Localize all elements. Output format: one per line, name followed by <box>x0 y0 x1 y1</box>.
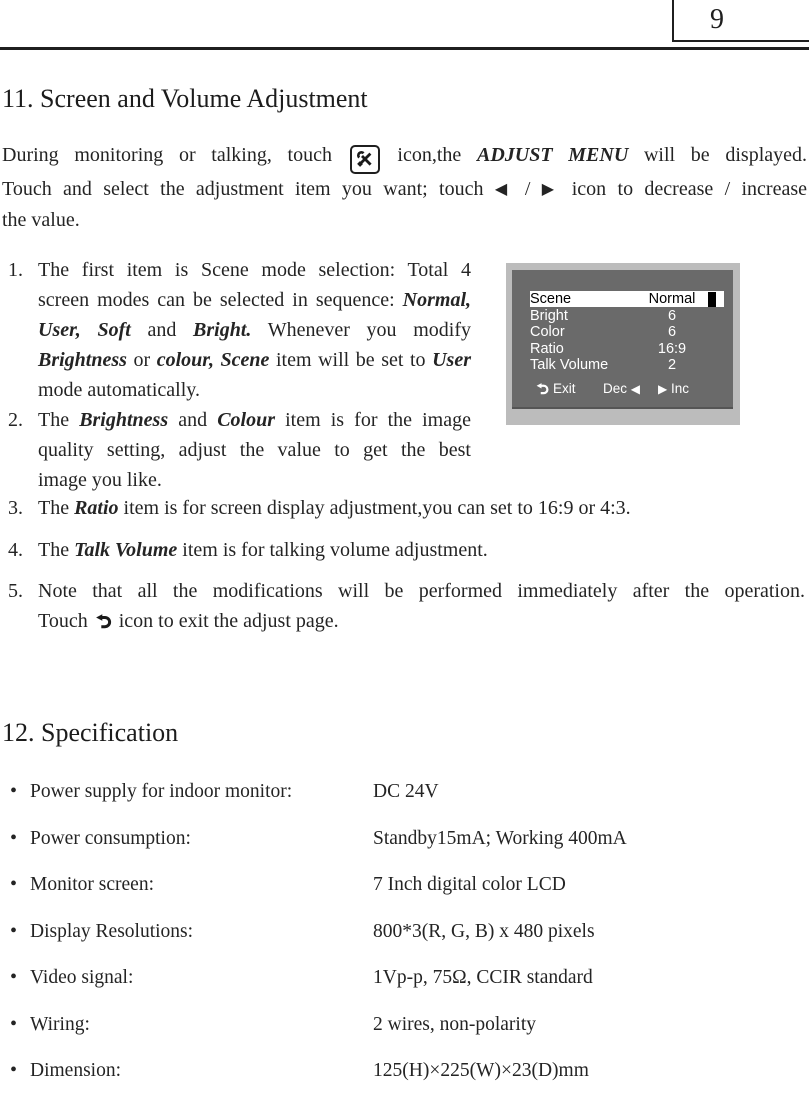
spec-row-monitor-screen: • Monitor screen: 7 Inch digital color LCD <box>10 873 566 895</box>
adjust-menu-screenshot <box>506 263 740 425</box>
adjust-menu-term: ADJUST MENU <box>476 144 629 166</box>
bullet-icon: • <box>10 780 18 802</box>
adjust-tools-icon <box>350 145 380 174</box>
intro-line-3: the value. <box>2 209 80 231</box>
menu-exit-action: Exit <box>536 380 576 399</box>
intro-line-1: During monitoring or talking, touch icon,the ADJUST MENU will be displayed. <box>2 140 807 174</box>
menu-row-talk-volume: Talk Volume 2 <box>530 357 677 373</box>
item-number: 1. <box>8 259 23 281</box>
bullet-icon: • <box>10 1059 18 1081</box>
menu-row-ratio: Ratio 16:9 <box>530 340 687 357</box>
intro-line-2: Touch and select the adjustment item you want; touch ◀ / ▶ icon to decrease / increase <box>2 177 807 200</box>
bullet-icon: • <box>10 826 18 849</box>
cursor-block <box>708 292 716 307</box>
item-number: 2. <box>8 409 23 431</box>
page-number: 9 <box>710 4 724 35</box>
menu-row-color: Color 6 <box>530 324 677 340</box>
header-rule <box>0 47 809 50</box>
spec-row-dimension: • Dimension: 125(H)×225(W)×23(D)mm <box>10 1059 589 1081</box>
decrease-icon: ◀ <box>494 178 514 198</box>
exit-return-icon <box>536 383 549 398</box>
increase-icon: ▶ <box>658 382 668 396</box>
item-number: 3. <box>8 497 23 519</box>
menu-row-bright: Bright 6 <box>530 307 677 324</box>
exit-return-icon <box>95 612 112 634</box>
section-11-intro <box>2 140 807 236</box>
menu-dec-action: Dec ◀ <box>603 381 640 396</box>
page-number-box <box>672 0 809 42</box>
bullet-icon: • <box>10 966 18 988</box>
spec-row-wiring: • Wiring: 2 wires, non-polarity <box>10 1012 537 1035</box>
spec-row-power-consumption: • Power consumption: Standby15mA; Working 400mA <box>10 826 627 849</box>
bullet-icon: • <box>10 919 18 942</box>
bullet-icon: • <box>10 873 18 895</box>
section-11-title: 11. Screen and Volume Adjustment <box>2 84 368 113</box>
bullet-icon: • <box>10 1012 18 1035</box>
spec-row-power-supply: • Power supply for indoor monitor: DC 24V <box>10 780 439 802</box>
menu-inc-action: ▶ Inc <box>658 381 689 396</box>
specification-list <box>0 781 809 1107</box>
section-12-title: 12. Specification <box>2 718 179 747</box>
menu-row-scene: Scene Normal <box>512 291 733 308</box>
adjust-menu-panel <box>512 270 733 409</box>
spec-row-video-signal: • Video signal: 1Vp-p, 75Ω, CCIR standard <box>10 966 593 988</box>
item-number: 5. <box>8 580 23 602</box>
decrease-icon: ◀ <box>630 382 640 396</box>
spec-row-display-resolutions: • Display Resolutions: 800*3(R, G, B) x 480 pixels <box>10 919 595 942</box>
item-number: 4. <box>8 539 23 561</box>
increase-icon: ▶ <box>541 178 561 198</box>
